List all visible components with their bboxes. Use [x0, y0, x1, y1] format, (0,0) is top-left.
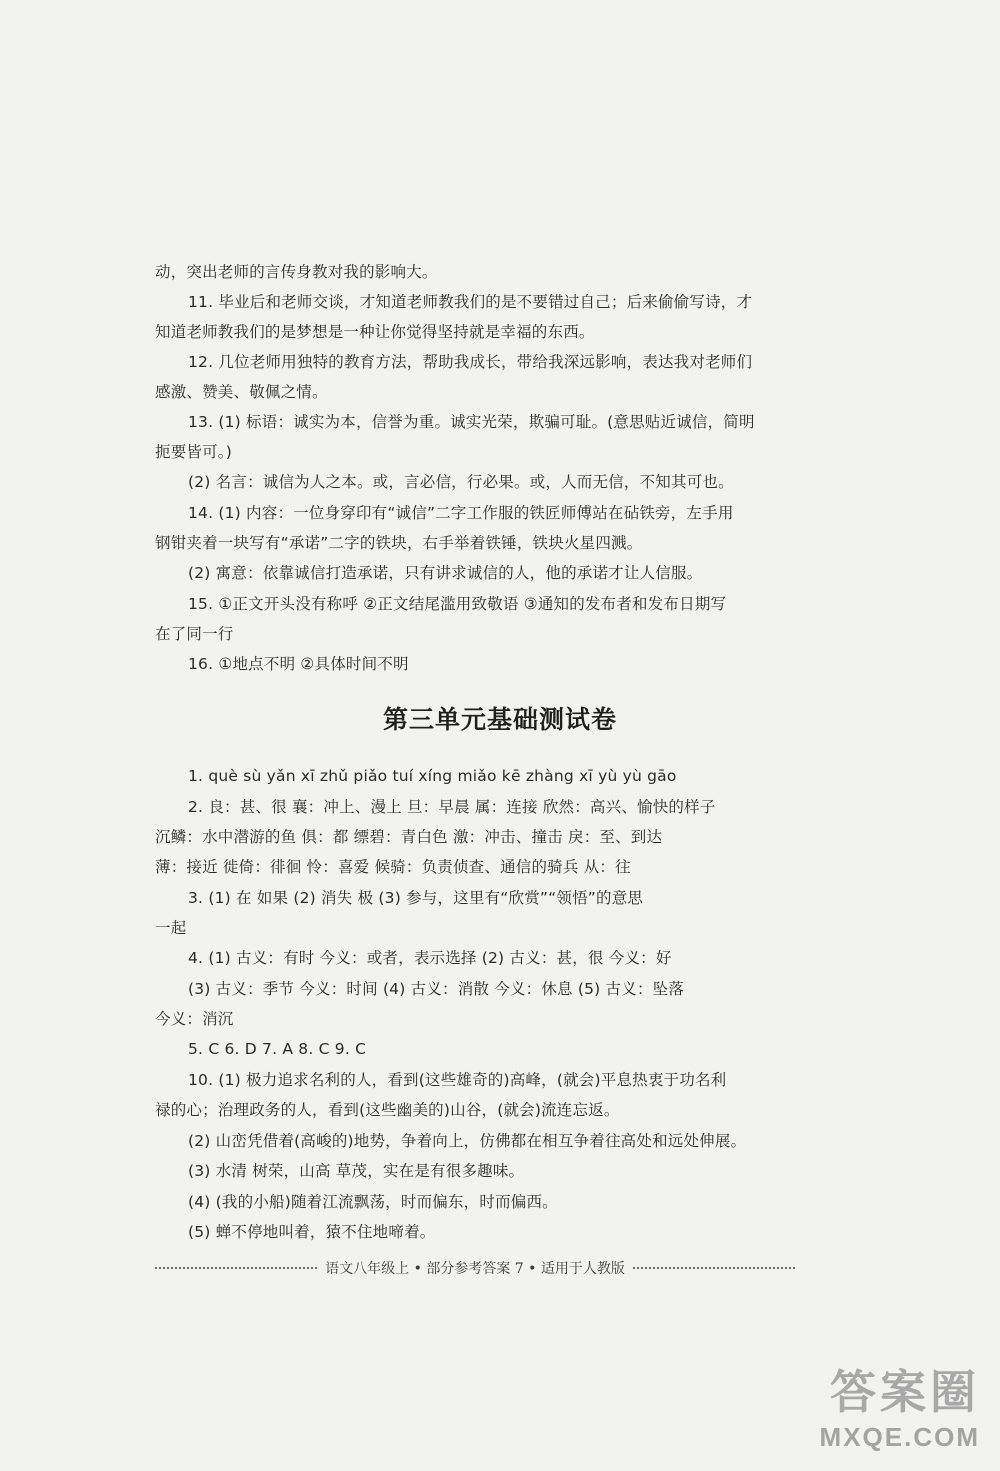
- text-line: 扼要皆可。): [155, 443, 232, 461]
- text-line: 1. què sù yǎn xī zhǔ piǎo tuí xíng miǎo kē zhàng xī yù yù gāo: [188, 767, 677, 785]
- watermark-url: MXQE.COM: [819, 1422, 980, 1452]
- text-line: 4. (1) 古义：有时 今义：或者，表示选择 (2) 古义：甚，很 今义：好: [188, 949, 672, 967]
- text-line: (3) 水清 树荣，山高 草茂，实在是有很多趣味。: [188, 1162, 525, 1180]
- text-line: 11. 毕业后和老师交谈，才知道老师教我们的是不要错过自己；后来偷偷写诗，才: [188, 293, 753, 311]
- footer-divider-right: [633, 1267, 795, 1269]
- text-line: (4) (我的小船)随着江流飘荡，时而偏东，时而偏西。: [188, 1193, 558, 1211]
- text-line: 16. ①地点不明 ②具体时间不明: [188, 655, 409, 673]
- footer-divider-left: [155, 1267, 317, 1269]
- text-line: 今义：消沉: [155, 1010, 234, 1028]
- text-line: 动，突出老师的言传身教对我的影响大。: [155, 263, 438, 281]
- section-title: 第三单元基础测试卷: [382, 705, 617, 734]
- site-watermark: [820, 1356, 980, 1453]
- text-line: 13. (1) 标语：诚实为本，信誉为重。诚实光荣，欺骗可耻。(意思贴近诚信，简明: [188, 413, 755, 431]
- text-line: 14. (1) 内容：一位身穿印有“诚信”二字工作服的铁匠师傅站在砧铁旁，左手用: [188, 504, 734, 522]
- watermark-logo-text: 答案圈: [830, 1365, 980, 1419]
- text-line: (3) 古义：季节 今义：时间 (4) 古义：消散 今义：休息 (5) 古义：坠落: [188, 980, 685, 998]
- text-line: 沉鳞：水中潜游的鱼 俱：都 缥碧：青白色 激：冲击、撞击 戾：至、到达: [155, 828, 663, 846]
- text-line: 知道老师教我们的是梦想是一种让你觉得坚持就是幸福的东西。: [155, 323, 595, 341]
- text-line: 15. ①正文开头没有称呼 ②正文结尾滥用致敬语 ③通知的发布者和发布日期写: [188, 595, 727, 613]
- text-line: 10. (1) 极力追求名利的人，看到(这些雄奇的)高峰，(就会)平息热衷于功名利: [188, 1071, 727, 1089]
- page-footer: [155, 1258, 795, 1278]
- text-line: 一起: [155, 919, 187, 937]
- text-line: 12. 几位老师用独特的教育方法，帮助我成长，带给我深远影响，表达我对老师们: [188, 353, 753, 371]
- text-line: 2. 良：甚、很 襄：冲上、漫上 旦：早晨 属：连接 欣然：高兴、愉快的样子: [188, 798, 716, 816]
- text-line: 钢钳夹着一块写有“承诺”二字的铁块，右手举着铁锤，铁块火星四溅。: [155, 534, 643, 552]
- text-line: 禄的心；治理政务的人，看到(这些幽美的)山谷，(就会)流连忘返。: [155, 1101, 620, 1119]
- text-line: (2) 山峦凭借着(高峻的)地势，争着向上，仿佛都在相互争着往高处和远处伸展。: [188, 1132, 747, 1150]
- text-line: (2) 名言：诚信为人之本。或，言必信，行必果。或，人而无信，不知其可也。: [188, 473, 734, 491]
- text-line: 5. C 6. D 7. A 8. C 9. C: [188, 1040, 367, 1058]
- text-line: 3. (1) 在 如果 (2) 消失 极 (3) 参与，这里有“欣赏”“领悟”的意思: [188, 889, 644, 907]
- text-line: (5) 蝉不停地叫着，猿不住地啼着。: [188, 1223, 436, 1241]
- footer-text: 语文八年级上 • 部分参考答案 7 • 适用于人教版: [325, 1261, 625, 1277]
- text-line: 感激、赞美、敬佩之情。: [155, 383, 328, 401]
- text-line: (2) 寓意：依靠诚信打造承诺，只有讲求诚信的人，他的承诺才让人信服。: [188, 564, 703, 582]
- text-line: 薄：接近 徙倚：徘徊 怜：喜爱 候骑：负责侦查、通信的骑兵 从：往: [155, 858, 631, 876]
- text-line: 在了同一行: [155, 625, 234, 643]
